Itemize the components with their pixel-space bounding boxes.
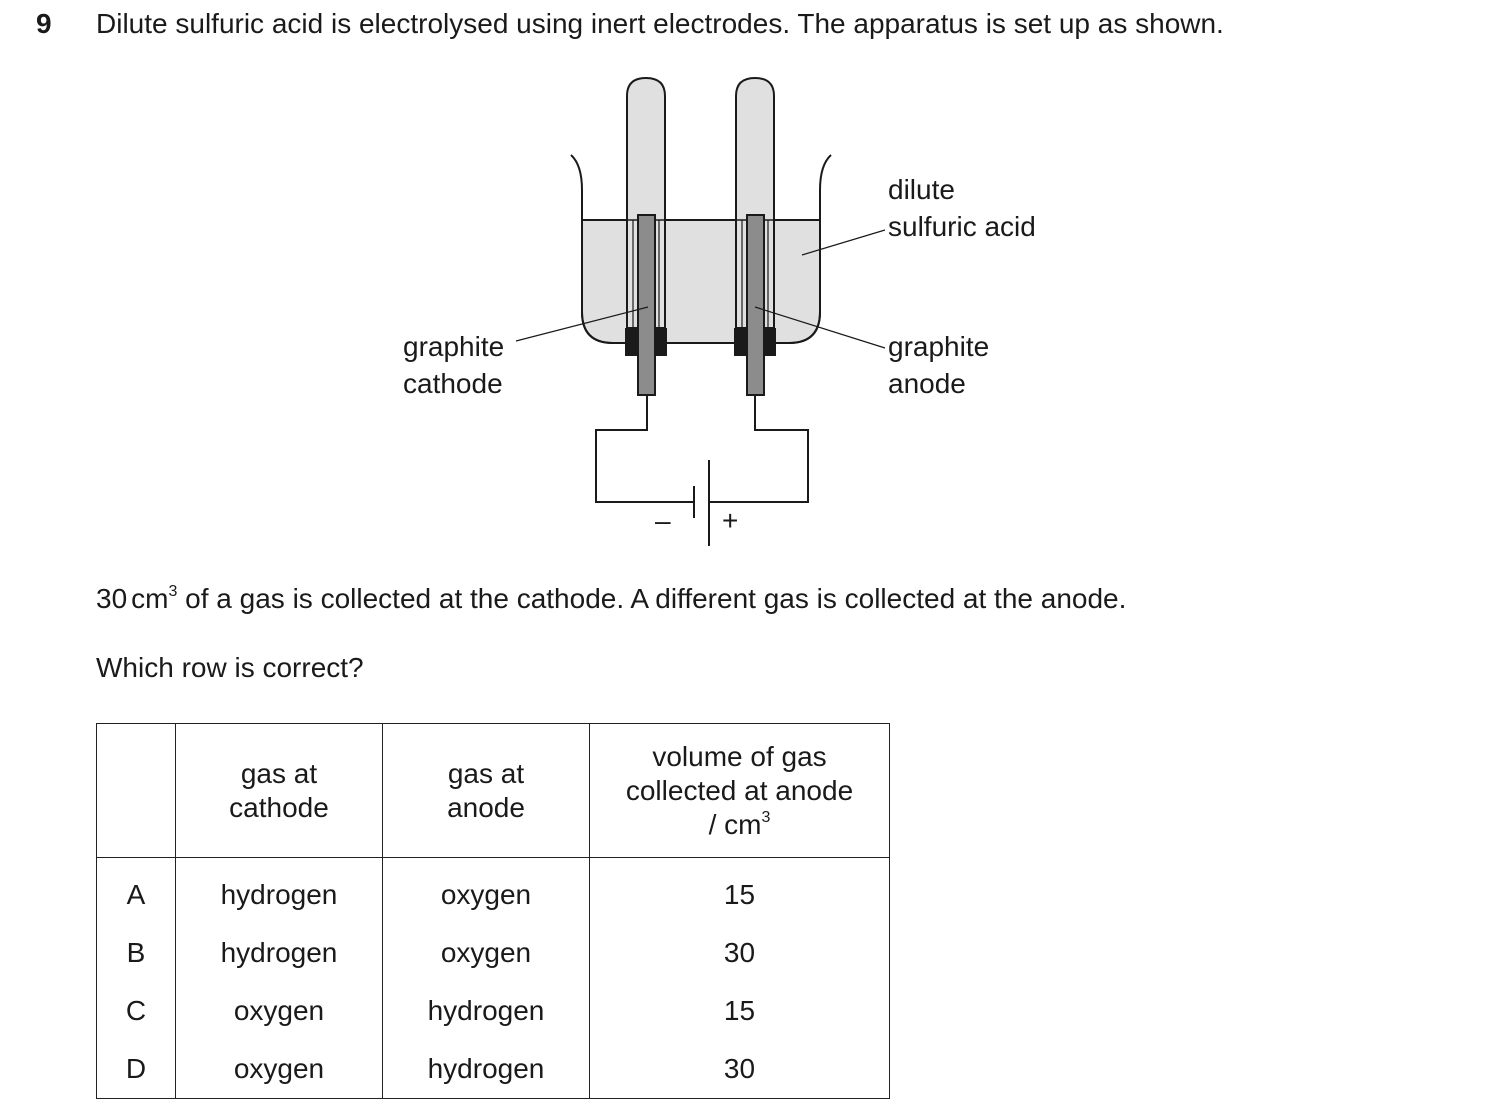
cell-anode: hydrogen xyxy=(383,982,590,1040)
table-row[interactable] xyxy=(97,924,890,982)
cell-cathode: hydrogen xyxy=(176,858,383,925)
label-dilute: dilute xyxy=(888,174,955,205)
minus-sign: – xyxy=(655,505,671,536)
label-sulfuric-acid: sulfuric acid xyxy=(888,211,1036,242)
table-row[interactable] xyxy=(97,982,890,1040)
cell-volume: 15 xyxy=(590,982,890,1040)
header-volume: volume of gas collected at anode / $cm^3$ xyxy=(590,724,890,858)
circuit-wire-right xyxy=(709,395,808,502)
cell-volume: 15 xyxy=(590,858,890,925)
cell-cathode: hydrogen xyxy=(176,924,383,982)
table-row[interactable] xyxy=(97,1040,890,1099)
question-stem: Dilute sulfuric acid is electrolysed using inert electrodes. The apparatus is set up as shown. xyxy=(96,8,1224,39)
question-info: 30 $cm^3$ of a gas is collected at the cathode. A different gas is collected at the anode. xyxy=(96,583,1127,614)
graphite-anode-rod xyxy=(747,215,764,395)
cell-volume: 30 xyxy=(590,924,890,982)
label-graphite-anode-1: graphite xyxy=(888,331,990,362)
label-graphite-anode-2: anode xyxy=(888,368,966,399)
header-gas-at-cathode: gas at cathode xyxy=(176,724,383,858)
sulfuric-acid-liquid xyxy=(582,220,820,343)
cell-cathode: oxygen xyxy=(176,1040,383,1099)
cell-anode: oxygen xyxy=(383,858,590,925)
cell-cathode: oxygen xyxy=(176,982,383,1040)
cell-anode: oxygen xyxy=(383,924,590,982)
answer-table xyxy=(96,723,890,1099)
cell-volume: 30 xyxy=(590,1040,890,1099)
plus-sign: + xyxy=(722,505,739,536)
table-row[interactable] xyxy=(97,858,890,925)
circuit-wire-left xyxy=(596,395,694,502)
table-header-row xyxy=(97,724,890,858)
graphite-cathode-rod xyxy=(638,215,655,395)
cell-anode: hydrogen xyxy=(383,1040,590,1099)
row-letter: C xyxy=(97,982,176,1040)
label-graphite-cathode-2: cathode xyxy=(403,368,503,399)
row-letter: B xyxy=(97,924,176,982)
header-gas-at-anode: gas at anode xyxy=(383,724,590,858)
row-letter: A xyxy=(97,858,176,925)
row-letter: D xyxy=(97,1040,176,1099)
header-blank xyxy=(97,724,176,858)
label-graphite-cathode-1: graphite xyxy=(403,331,505,362)
question-number: 9 xyxy=(36,8,52,39)
question-prompt: Which row is correct? xyxy=(96,652,364,683)
